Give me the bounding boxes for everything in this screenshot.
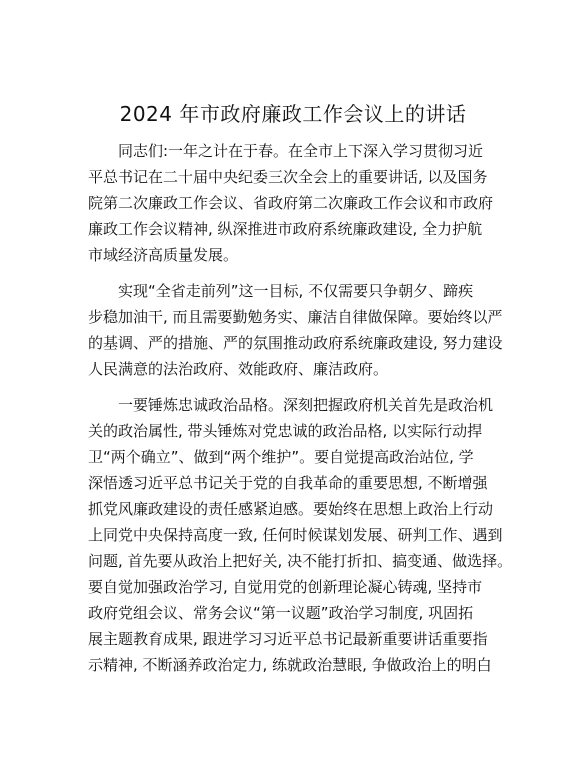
- paragraph-1-line-5: 市域经济高质量发展。: [88, 246, 239, 264]
- paragraph-3-line-1: 一要锤炼忠诚政治品格。深刻把握政府机关首先是政治机: [118, 396, 494, 414]
- paragraph-1-line-2: 平总书记在二十届中央纪委三次全会上的重要讲话, 以及国务: [88, 168, 488, 186]
- paragraph-2-line-2: 步稳加油干, 而且需要勤勉务实、廉洁自律做保障。要始终以严: [88, 308, 503, 326]
- document-body: [88, 138, 513, 678]
- paragraph-1-line-4: 廉政工作会议精神, 纵深推进市政府系统廉政建设, 全力护航: [88, 220, 483, 238]
- paragraph-2-line-3: 的基调、严的措施、严的氛围推动政府系统廉政建设, 努力建设: [88, 334, 503, 352]
- paragraph-3-line-6: 上同党中央保持高度一致, 任何时候谋划发展、研判工作、遇到: [88, 526, 503, 544]
- paragraph-3-line-8: 要自觉加强政治学习, 自觉用党的创新理论凝心铸魂, 坚持市: [88, 578, 483, 596]
- paragraph-3-line-11: 示精神, 不断涵养政治定力, 练就政治慧眼, 争做政治上的明白: [88, 656, 492, 674]
- paragraph-1-line-3: 院第二次廉政工作会议、省政府第二次廉政工作会议和市政府: [88, 194, 494, 212]
- paragraph-gap: [88, 268, 500, 278]
- paragraph-2-line-1: 实现“全省走前列”这一目标, 不仅需要只争朝夕、蹄疾: [118, 282, 474, 300]
- paragraph-2-line-4: 人民满意的法治政府、效能政府、廉洁政府。: [88, 360, 389, 378]
- paragraph-1-line-1: 同志们:一年之计在于春。在全市上下深入学习贯彻习近: [118, 142, 484, 160]
- paragraph-3-line-9: 政府党组会议、常务会议“第一议题”政治学习制度, 巩固拓: [88, 604, 474, 622]
- paragraph-3-line-7: 问题, 首先要从政治上把好关, 决不能打折扣、搞变通、做选择。: [88, 552, 513, 570]
- document-title: 2024 年市政府廉政工作会议上的讲话: [119, 102, 467, 126]
- paragraph-3-line-4: 深悟透习近平总书记关于党的自我革命的重要思想, 不断增强: [88, 474, 488, 492]
- paragraph-3-line-10: 展主题教育成果, 跟进学习习近平总书记最新重要讲话重要指: [88, 630, 488, 648]
- paragraph-3-line-5: 抓党风廉政建设的责任感紧迫感。要始终在思想上政治上行动: [88, 500, 494, 518]
- paragraph-3-line-2: 关的政治属性, 带头锤炼对党忠诚的政治品格, 以实际行动捍: [88, 422, 483, 440]
- paragraph-3-line-3: 卫“两个确立”、做到“两个维护”。要自觉提高政治站位, 学: [88, 448, 474, 466]
- paragraph-gap: [88, 382, 500, 392]
